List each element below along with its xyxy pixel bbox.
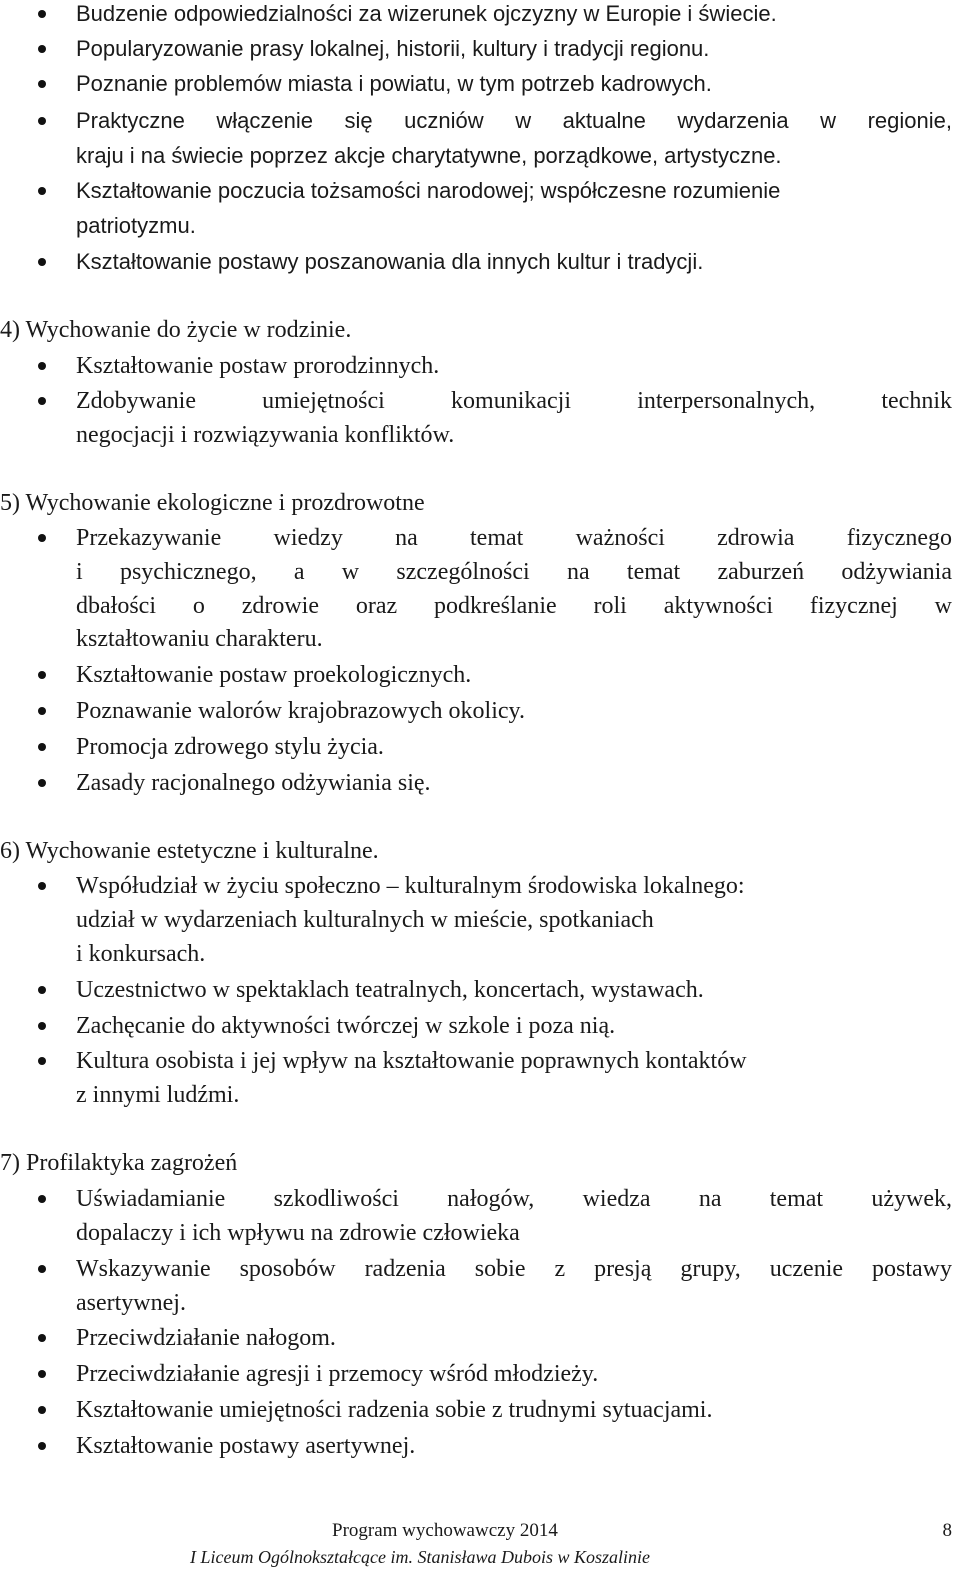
bullet bbox=[38, 1022, 46, 1030]
list-item-text: Popularyzowanie prasy lokalnej, historii, kultury i tradycji regionu. bbox=[76, 36, 710, 61]
section-heading bbox=[0, 1146, 960, 1180]
section-heading-text: 7) Profilaktyka zagrożeń bbox=[0, 1150, 238, 1176]
bullet bbox=[38, 1406, 46, 1414]
bullet bbox=[38, 743, 46, 751]
list-item bbox=[0, 67, 960, 101]
bullet bbox=[38, 1195, 46, 1203]
list-item bbox=[0, 174, 960, 208]
list-item-continuation bbox=[0, 209, 960, 243]
list-item-text: Zasady racjonalnego odżywiania się. bbox=[76, 770, 431, 796]
list-item bbox=[0, 869, 960, 903]
list-item-text: patriotyzmu. bbox=[76, 213, 196, 238]
bullet bbox=[38, 882, 46, 890]
list-item bbox=[0, 104, 960, 138]
bullet bbox=[38, 362, 46, 370]
list-item bbox=[0, 730, 960, 764]
list-item bbox=[0, 973, 960, 1007]
list-item bbox=[0, 245, 960, 279]
list-item-text: Przekazywanie wiedzy na temat ważności zdrowia fizycznego bbox=[76, 525, 952, 551]
list-item bbox=[0, 1182, 960, 1216]
section-heading-text: 6) Wychowanie estetyczne i kulturalne. bbox=[0, 838, 379, 864]
list-item-text: i psychicznego, a w szczególności na temat zaburzeń odżywiania bbox=[76, 559, 952, 585]
footer-program-title: Program wychowawczy 2014 bbox=[332, 1520, 558, 1541]
list-item-continuation bbox=[0, 555, 960, 589]
list-item-text: Uświadamianie szkodliwości nałogów, wiedza na temat używek, bbox=[76, 1186, 952, 1212]
list-item bbox=[0, 1357, 960, 1391]
list-item-text: kraju i na świecie poprzez akcje charytatywne, porządkowe, artystyczne. bbox=[76, 143, 782, 168]
list-item bbox=[0, 32, 960, 66]
list-item bbox=[0, 658, 960, 692]
list-item-continuation bbox=[0, 622, 960, 656]
list-item-text: kształtowaniu charakteru. bbox=[76, 626, 323, 652]
page-footer-school bbox=[0, 1544, 960, 1570]
list-item-text: asertywnej. bbox=[76, 1290, 186, 1316]
list-item bbox=[0, 1393, 960, 1427]
list-item-text: Budzenie odpowiedzialności za wizerunek ojczyzny w Europie i świecie. bbox=[76, 1, 777, 26]
list-item-text: Kształtowanie umiejętności radzenia sobie z trudnymi sytuacjami. bbox=[76, 1397, 713, 1423]
list-item-continuation bbox=[0, 418, 960, 452]
list-item bbox=[0, 766, 960, 800]
section-heading bbox=[0, 313, 960, 347]
list-item bbox=[0, 1044, 960, 1078]
list-item bbox=[0, 384, 960, 418]
bullet bbox=[38, 707, 46, 715]
list-item-text: Przeciwdziałanie nałogom. bbox=[76, 1325, 336, 1351]
bullet bbox=[38, 1334, 46, 1342]
section-heading bbox=[0, 486, 960, 520]
list-item-text: z innymi ludźmi. bbox=[76, 1082, 240, 1108]
bullet bbox=[38, 534, 46, 542]
section-heading-text: 4) Wychowanie do życie w rodzinie. bbox=[0, 317, 352, 343]
list-item-text: Promocja zdrowego stylu życia. bbox=[76, 734, 384, 760]
section-heading-text: 5) Wychowanie ekologiczne i prozdrowotne bbox=[0, 490, 425, 516]
list-item-text: Poznanie problemów miasta i powiatu, w tym potrzeb kadrowych. bbox=[76, 71, 712, 96]
list-item-continuation bbox=[0, 1216, 960, 1250]
list-item-text: udział w wydarzeniach kulturalnych w mieście, spotkaniach bbox=[76, 907, 654, 933]
list-item-text: Kształtowanie postawy poszanowania dla innych kultur i tradycji. bbox=[76, 249, 704, 274]
list-item-text: Kształtowanie postaw prorodzinnych. bbox=[76, 353, 440, 379]
list-item-text: Kształtowanie postawy asertywnej. bbox=[76, 1433, 416, 1459]
list-item bbox=[0, 349, 960, 383]
bullet bbox=[38, 1265, 46, 1273]
list-item-text: Uczestnictwo w spektaklach teatralnych, koncertach, wystawach. bbox=[76, 977, 704, 1003]
bullet bbox=[38, 117, 46, 125]
bullet bbox=[38, 1057, 46, 1065]
list-item bbox=[0, 1009, 960, 1043]
list-item-text: Współudział w życiu społeczno – kulturalnym środowiska lokalnego: bbox=[76, 873, 745, 899]
list-item-text: Zdobywanie umiejętności komunikacji interpersonalnych, technik bbox=[76, 388, 952, 414]
list-item-continuation bbox=[0, 139, 960, 173]
list-item-text: Kształtowanie poczucia tożsamości narodowej; współczesne rozumienie bbox=[76, 178, 781, 203]
bullet bbox=[38, 671, 46, 679]
list-item-continuation bbox=[0, 903, 960, 937]
list-item-text: Przeciwdziałanie agresji i przemocy wśród młodzieży. bbox=[76, 1361, 599, 1387]
bullet bbox=[38, 10, 46, 18]
bullet bbox=[38, 397, 46, 405]
bullet bbox=[38, 45, 46, 53]
bullet bbox=[38, 258, 46, 266]
page-footer bbox=[0, 1518, 960, 1544]
bullet bbox=[38, 187, 46, 195]
list-item-text: negocjacji i rozwiązywania konfliktów. bbox=[76, 422, 455, 448]
list-item-text: Poznawanie walorów krajobrazowych okolicy. bbox=[76, 698, 525, 724]
footer-school-name: I Liceum Ogólnokształcące im. Stanisława Dubois w Koszalinie bbox=[190, 1547, 650, 1567]
list-item-text: dbałości o zdrowie oraz podkreślanie roli aktywności fizycznej w bbox=[76, 593, 952, 619]
list-item-continuation bbox=[0, 1286, 960, 1320]
list-item-text: Kultura osobista i jej wpływ na kształtowanie poprawnych kontaktów bbox=[76, 1048, 747, 1074]
list-item-text: Praktyczne włączenie się uczniów w aktualne wydarzenia w regionie, bbox=[76, 108, 952, 133]
list-item-text: Wskazywanie sposobów radzenia sobie z presją grupy, uczenie postawy bbox=[76, 1256, 952, 1282]
list-item-continuation bbox=[0, 937, 960, 971]
bullet bbox=[38, 80, 46, 88]
section-heading bbox=[0, 834, 960, 868]
list-item-continuation bbox=[0, 1078, 960, 1112]
list-item bbox=[0, 0, 960, 31]
list-item bbox=[0, 1429, 960, 1463]
bullet bbox=[38, 1442, 46, 1450]
bullet bbox=[38, 986, 46, 994]
list-item-text: Zachęcanie do aktywności twórczej w szkole i poza nią. bbox=[76, 1013, 616, 1039]
list-item-text: i konkursach. bbox=[76, 941, 206, 967]
bullet bbox=[38, 1370, 46, 1378]
list-item bbox=[0, 521, 960, 555]
list-item bbox=[0, 694, 960, 728]
list-item-continuation bbox=[0, 589, 960, 623]
list-item bbox=[0, 1321, 960, 1355]
list-item-text: dopalaczy i ich wpływu na zdrowie człowieka bbox=[76, 1220, 520, 1246]
list-item-text: Kształtowanie postaw proekologicznych. bbox=[76, 662, 472, 688]
bullet bbox=[38, 779, 46, 787]
page-number: 8 bbox=[942, 1520, 952, 1541]
list-item bbox=[0, 1252, 960, 1286]
